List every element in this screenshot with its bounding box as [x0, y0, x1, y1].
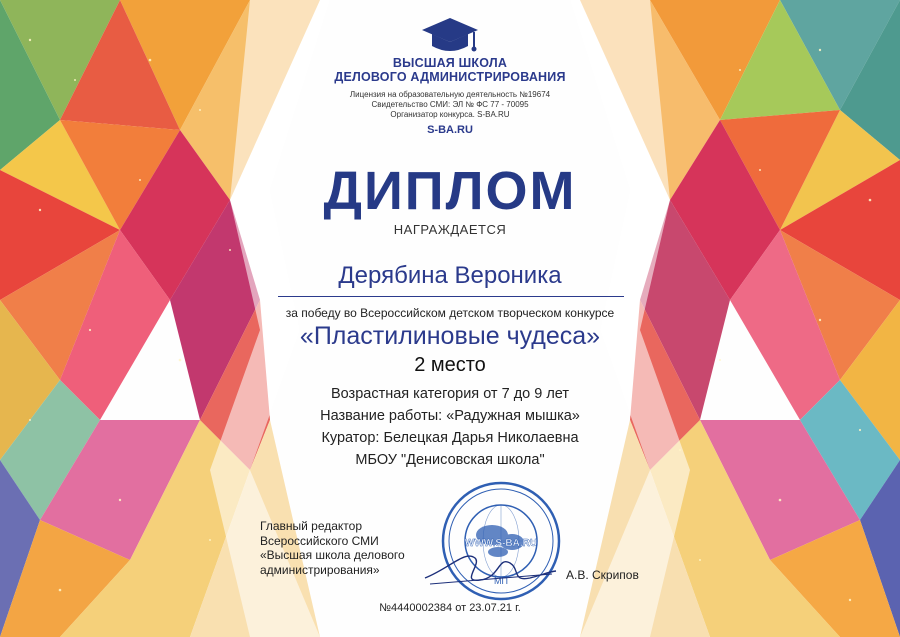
license-line: Лицензия на образовательную деятельность №19674: [349, 90, 551, 99]
work-title: Название работы: «Радужная мышка»: [320, 408, 580, 424]
contest-name: «Пластилиновые чудеса»: [299, 322, 601, 350]
signer-name: А.В. Скрипов: [566, 568, 639, 582]
editor-line: администрирования»: [260, 562, 380, 577]
diploma-number: №4440002384 от 23.07.21 г.: [379, 602, 521, 614]
award-reason: за победу во Всероссийском детском творческом конкурсе: [285, 306, 615, 320]
editor-line: Главный редактор: [260, 519, 363, 533]
media-certificate-line: Свидетельство СМИ: ЭЛ № ФС 77 - 70095: [371, 100, 529, 109]
editor-line: Всероссийского СМИ: [260, 533, 379, 548]
age-category: Возрастная категория от 7 до 9 лет: [330, 386, 570, 402]
stamp-site: WWW.S-BA.RU: [464, 538, 538, 549]
license-info: [0, 90, 900, 120]
editor-line: «Высшая школа делового: [260, 548, 405, 562]
organizer-line: Организатор конкурса. S-BA.RU: [390, 110, 510, 119]
stamp-letters: МП: [494, 576, 508, 586]
site-name: S-BA.RU: [427, 124, 473, 136]
school-name-line2: ДЕЛОВОГО АДМИНИСТРИРОВАНИЯ: [334, 70, 566, 84]
name-underline: [278, 296, 624, 297]
editor-block: [260, 519, 405, 577]
school-name: [0, 56, 900, 84]
awarded-label: НАГРАЖДАЕТСЯ: [393, 222, 507, 237]
signature-scribble: [420, 538, 560, 598]
diploma-title: ДИПЛОМ: [323, 161, 577, 221]
graduation-cap-icon: [410, 16, 490, 56]
recipient-name: Дерябина Вероника: [338, 262, 562, 289]
curator: Куратор: Белецкая Дарья Николаевна: [321, 430, 579, 446]
school: МБОУ "Денисовская школа": [355, 452, 545, 468]
school-name-line1: ВЫСШАЯ ШКОЛА: [392, 56, 508, 70]
place: 2 место: [414, 354, 486, 376]
